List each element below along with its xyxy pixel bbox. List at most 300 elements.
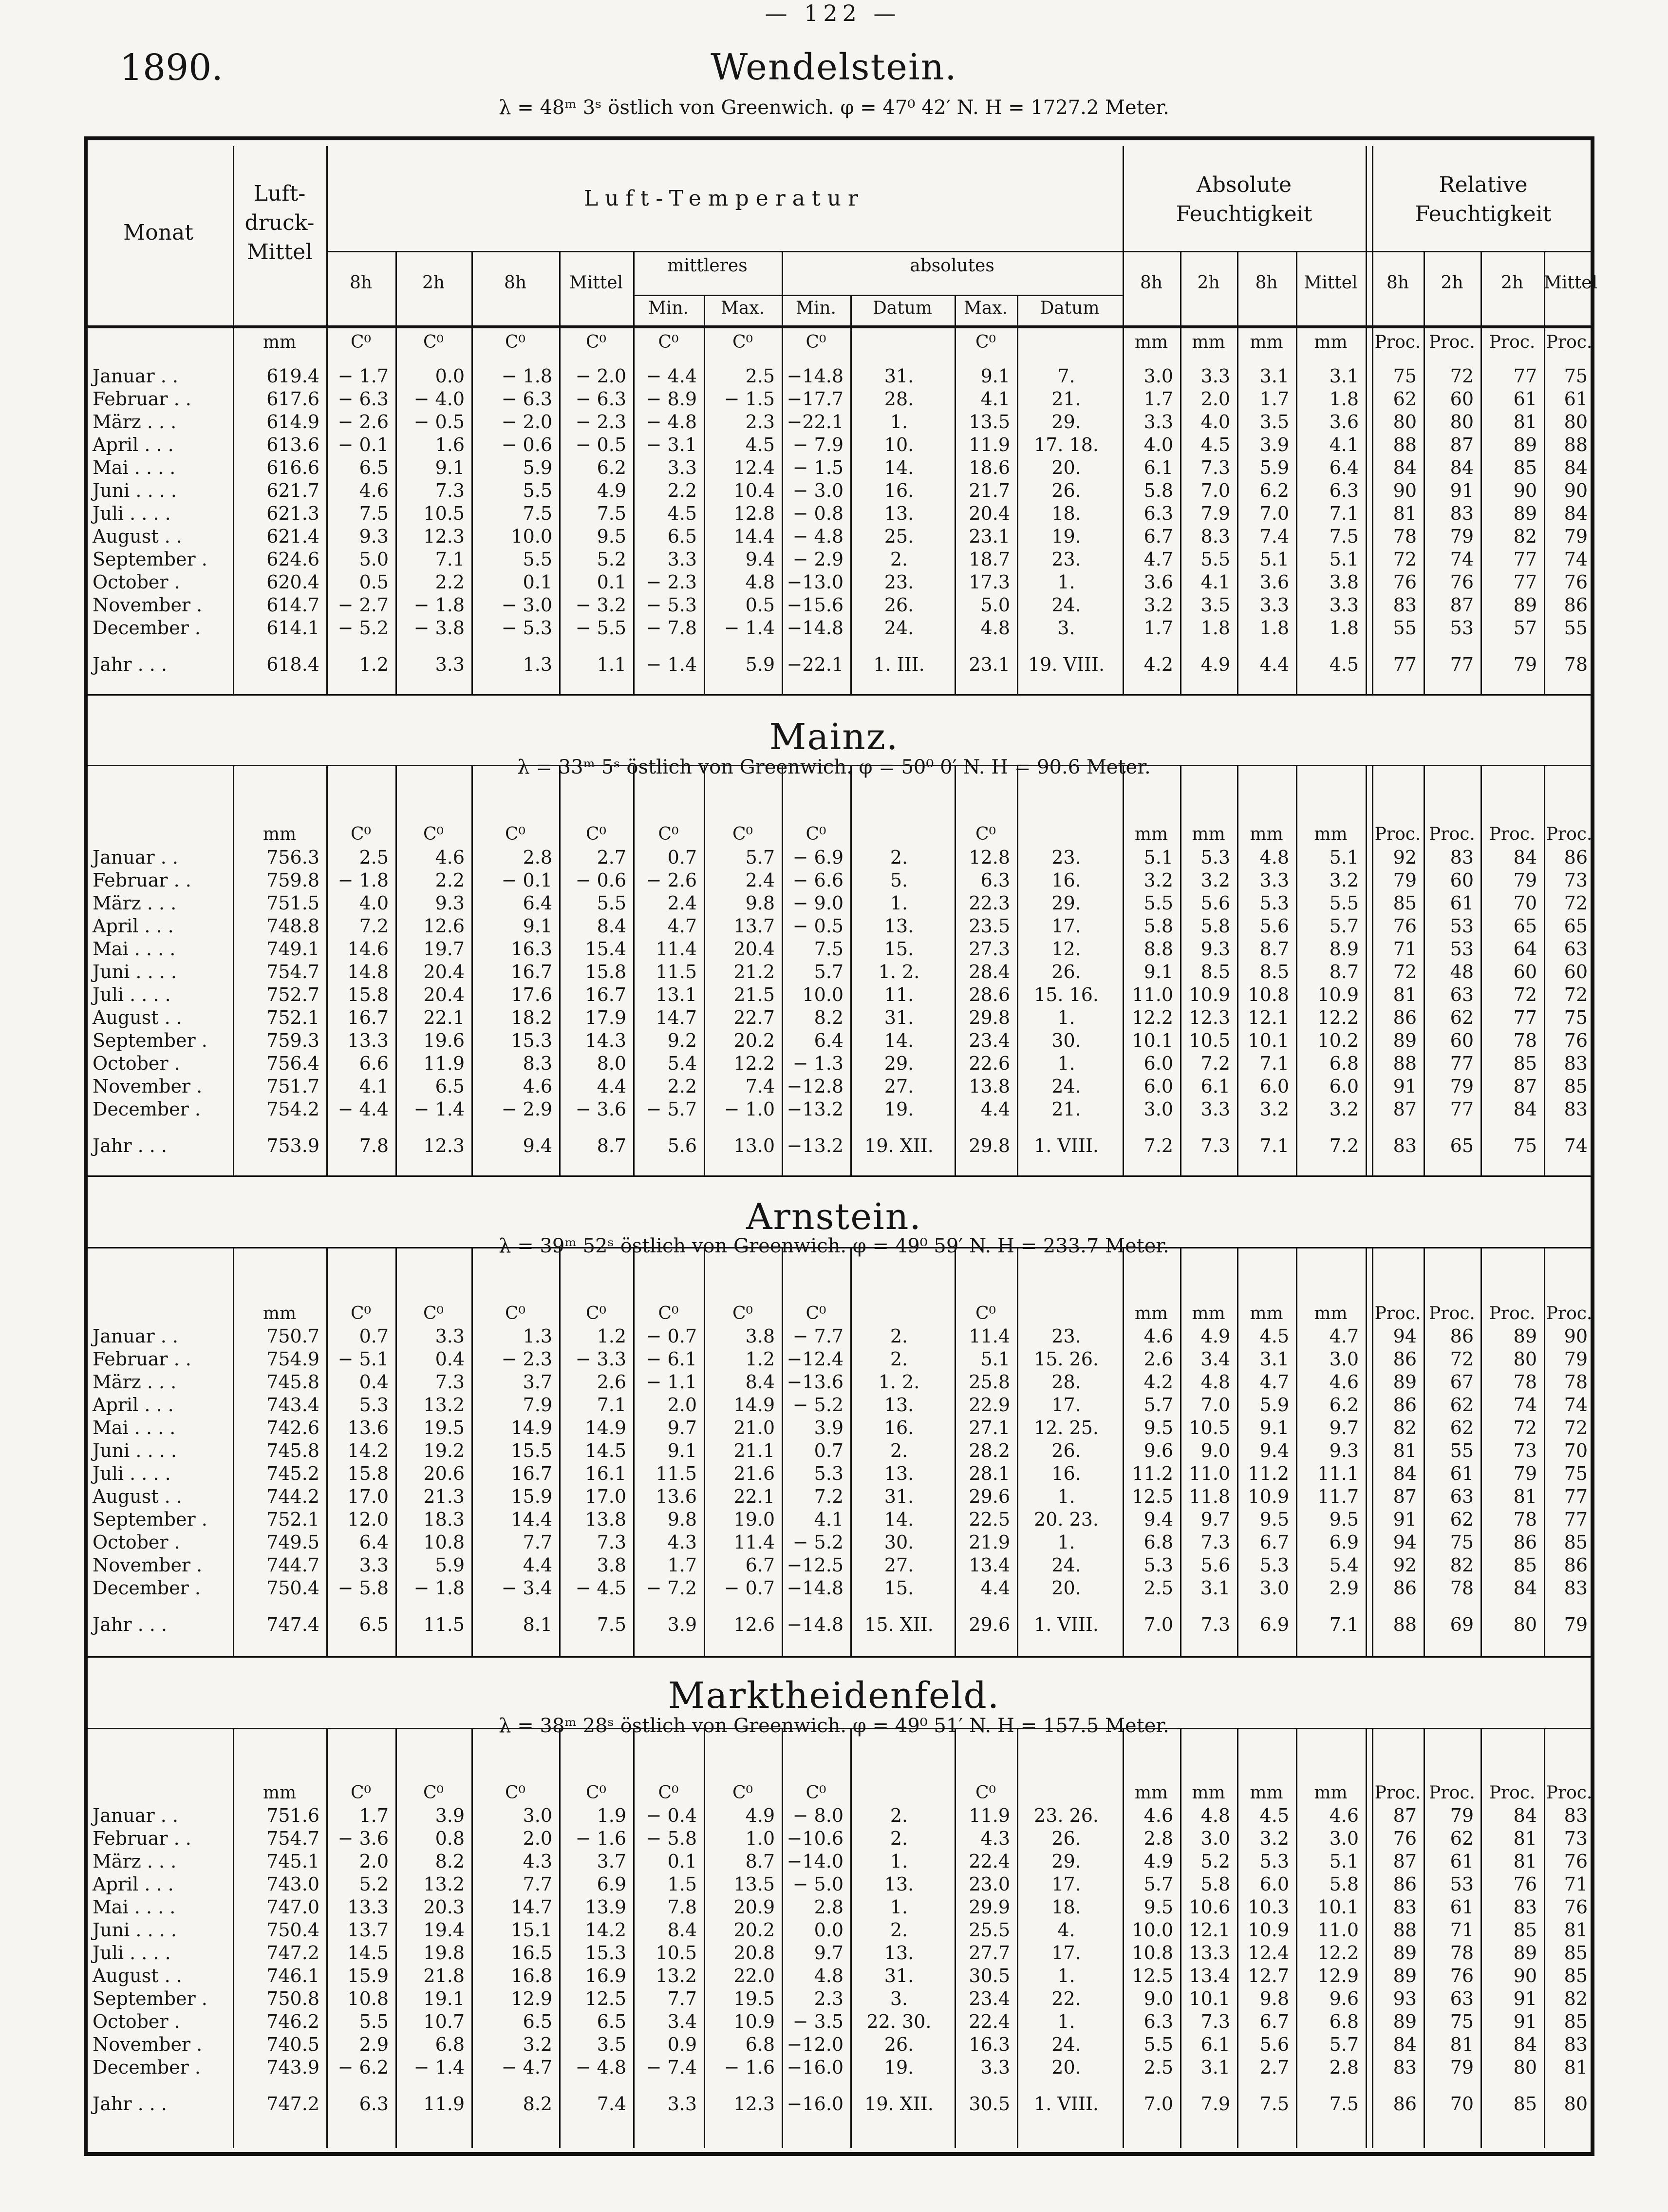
data-cell: 84 xyxy=(1513,1577,1537,1599)
data-cell: 5.3 xyxy=(1259,1851,1289,1872)
data-cell: 79 xyxy=(1450,1805,1474,1826)
header-sub2: Min. xyxy=(648,298,689,318)
month-label: März . . . xyxy=(93,411,177,433)
data-cell: 29.8 xyxy=(969,1007,1010,1028)
data-cell: 2. xyxy=(890,1919,908,1941)
data-cell: 9.8 xyxy=(1259,1988,1289,2009)
data-cell: 5.8 xyxy=(1329,1873,1359,1895)
data-cell: 9.5 xyxy=(1259,1509,1289,1530)
data-cell: 22.1 xyxy=(733,1486,775,1507)
unit-label: C⁰ xyxy=(806,824,826,844)
month-label: Januar . . xyxy=(93,847,178,868)
data-cell: 742.6 xyxy=(266,1417,319,1438)
data-cell: 14.8 xyxy=(347,961,389,983)
data-cell: 17. xyxy=(1051,1394,1081,1416)
data-cell: 614.7 xyxy=(266,594,319,616)
data-cell: 4.1 xyxy=(814,1509,843,1530)
data-cell: 89 xyxy=(1393,2011,1417,2032)
column-rule xyxy=(1366,1247,1367,1656)
data-cell: 85 xyxy=(1513,457,1537,478)
data-cell: 70 xyxy=(1450,2093,1474,2115)
data-cell: 5.4 xyxy=(1329,1554,1359,1576)
data-cell: 16. xyxy=(1051,1463,1081,1484)
data-cell: 31. xyxy=(884,1007,914,1028)
data-cell: 5.9 xyxy=(523,457,552,478)
data-cell: 749.5 xyxy=(266,1531,319,1553)
data-cell: 3.0 xyxy=(1259,1577,1289,1599)
data-cell: 62 xyxy=(1450,1417,1474,1438)
data-cell: 4.8 xyxy=(814,1965,843,1986)
month-label: Februar . . xyxy=(93,1348,191,1370)
data-cell: 20.4 xyxy=(423,961,465,983)
data-cell: 3.9 xyxy=(435,1805,465,1826)
data-cell: − 1.0 xyxy=(724,1098,775,1120)
data-cell: 6.3 xyxy=(980,870,1010,891)
data-cell: 6.8 xyxy=(435,2034,465,2055)
data-cell: 21.3 xyxy=(423,1486,465,1507)
data-cell: 9.4 xyxy=(1143,1509,1173,1530)
data-cell: 2.6 xyxy=(597,1371,626,1393)
data-cell: 14.4 xyxy=(733,526,775,547)
data-cell: 0.1 xyxy=(523,571,552,593)
data-cell: 3.3 xyxy=(1143,411,1173,433)
data-cell: 72 xyxy=(1450,1348,1474,1370)
data-cell: 17. 18. xyxy=(1034,434,1099,455)
data-cell: 89 xyxy=(1513,434,1537,455)
data-cell: 60 xyxy=(1450,870,1474,891)
unit-label: C⁰ xyxy=(658,1304,679,1323)
unit-label: mm xyxy=(1314,824,1348,844)
data-cell: 9.8 xyxy=(745,892,775,914)
month-label: April . . . xyxy=(93,1394,174,1416)
data-cell: 20.6 xyxy=(423,1463,465,1484)
header-pressure: Luft- xyxy=(253,181,306,206)
data-cell: 19.7 xyxy=(423,938,465,960)
data-cell: 80 xyxy=(1564,411,1588,433)
unit-label: C⁰ xyxy=(732,824,753,844)
data-cell: 10.4 xyxy=(733,480,775,501)
unit-label: C⁰ xyxy=(505,1783,525,1803)
data-cell: 5.5 xyxy=(523,548,552,570)
month-label: December . xyxy=(93,1098,201,1120)
data-cell: 14.9 xyxy=(733,1394,775,1416)
data-cell: 28.6 xyxy=(969,984,1010,1005)
data-cell: − 6.1 xyxy=(646,1348,697,1370)
data-cell: 61 xyxy=(1564,388,1588,410)
data-cell: 7.0 xyxy=(1200,1394,1230,1416)
data-cell: − 5.3 xyxy=(646,594,697,616)
data-cell: 5.3 xyxy=(814,1463,843,1484)
data-cell: 2.6 xyxy=(1143,1348,1173,1370)
data-cell: 4.6 xyxy=(1143,1325,1173,1347)
data-cell: 82 xyxy=(1450,1554,1474,1576)
data-cell: 10.1 xyxy=(1189,1988,1230,2009)
data-cell: 7.5 xyxy=(597,503,626,524)
data-cell: − 6.3 xyxy=(337,388,389,410)
data-cell: 20.4 xyxy=(969,503,1010,524)
data-cell: 750.4 xyxy=(266,1919,319,1941)
data-cell: 62 xyxy=(1450,1007,1474,1028)
data-cell: 12. xyxy=(1051,938,1081,960)
data-cell: − 5.0 xyxy=(792,1873,843,1895)
data-cell: 13.7 xyxy=(733,915,775,937)
data-cell: 746.2 xyxy=(266,2011,319,2032)
data-cell: 88 xyxy=(1393,1919,1417,1941)
data-cell: 5.6 xyxy=(1200,1554,1230,1576)
data-cell: 27.1 xyxy=(969,1417,1010,1438)
data-cell: 5.9 xyxy=(1259,457,1289,478)
data-cell: 90 xyxy=(1564,480,1588,501)
data-cell: 9.2 xyxy=(667,1030,697,1051)
data-cell: 7.3 xyxy=(1200,1614,1230,1635)
month-label: Jahr . . . xyxy=(93,2093,168,2115)
data-cell: 10.8 xyxy=(347,1988,389,2009)
data-cell: 83 xyxy=(1564,1577,1588,1599)
station-title xyxy=(0,1675,1668,1717)
unit-label: mm xyxy=(1134,1304,1168,1323)
data-cell: 9.1 xyxy=(1143,961,1173,983)
data-cell: 80 xyxy=(1393,411,1417,433)
data-cell: 11.0 xyxy=(1132,984,1173,1005)
unit-label: Proc. xyxy=(1429,824,1475,844)
month-label: März . . . xyxy=(93,892,177,914)
unit-label: C⁰ xyxy=(505,824,525,844)
data-cell: 62 xyxy=(1450,1828,1474,1849)
data-cell: 21.9 xyxy=(969,1531,1010,1553)
data-cell: 84 xyxy=(1393,2034,1417,2055)
data-cell: − 5.8 xyxy=(337,1577,389,1599)
data-cell: 7.4 xyxy=(1259,526,1289,547)
data-cell: 745.2 xyxy=(266,1463,319,1484)
data-cell: 20.4 xyxy=(733,938,775,960)
data-cell: 79 xyxy=(1513,1463,1537,1484)
data-cell: 752.1 xyxy=(266,1509,319,1530)
unit-label: Proc. xyxy=(1429,332,1475,352)
data-cell: 4.6 xyxy=(359,480,389,501)
data-cell: 26. xyxy=(884,594,914,616)
data-cell: 4.0 xyxy=(1143,434,1173,455)
data-cell: 10.9 xyxy=(1317,984,1359,1005)
data-cell: 2.7 xyxy=(1259,2057,1289,2078)
data-cell: 29.9 xyxy=(969,1896,1010,1918)
data-cell: 75 xyxy=(1450,2011,1474,2032)
data-cell: 83 xyxy=(1564,1053,1588,1074)
data-cell: 86 xyxy=(1450,1325,1474,1347)
data-cell: 5.2 xyxy=(1200,1851,1230,1872)
data-cell: 94 xyxy=(1393,1531,1417,1553)
data-cell: 2.5 xyxy=(359,847,389,868)
data-cell: − 5.2 xyxy=(792,1531,843,1553)
data-cell: 0.4 xyxy=(359,1371,389,1393)
data-cell: 16.5 xyxy=(511,1942,552,1964)
data-cell: 83 xyxy=(1564,1805,1588,1826)
data-cell: 76 xyxy=(1564,1896,1588,1918)
unit-label: C⁰ xyxy=(732,332,753,352)
data-cell: 6.4 xyxy=(359,1531,389,1553)
data-cell: 12.1 xyxy=(1189,1919,1230,1941)
data-cell: − 0.5 xyxy=(413,411,465,433)
data-cell: 7.1 xyxy=(597,1394,626,1416)
header-sub: 8h xyxy=(504,273,527,293)
data-cell: 3.2 xyxy=(1259,1098,1289,1120)
header-sub: 2h xyxy=(1197,273,1220,293)
data-cell: − 3.5 xyxy=(792,2011,843,2032)
data-cell: 3.3 xyxy=(1200,1098,1230,1120)
data-cell: 70 xyxy=(1564,1440,1588,1461)
unit-label: C⁰ xyxy=(806,332,826,352)
data-cell: 13.1 xyxy=(656,984,697,1005)
data-cell: 11.5 xyxy=(656,1463,697,1484)
data-cell: 84 xyxy=(1513,2034,1537,2055)
data-cell: 3.2 xyxy=(1143,870,1173,891)
data-cell: 10.8 xyxy=(1132,1942,1173,1964)
data-cell: 93 xyxy=(1393,1988,1417,2009)
data-cell: 746.1 xyxy=(266,1965,319,1986)
data-cell: 88 xyxy=(1393,1053,1417,1074)
data-cell: 69 xyxy=(1450,1614,1474,1635)
data-cell: 14.2 xyxy=(585,1919,626,1941)
data-cell: 7.7 xyxy=(667,1988,697,2009)
data-cell: 12.1 xyxy=(1248,1007,1289,1028)
data-cell: 10.5 xyxy=(423,503,465,524)
data-cell: 2. xyxy=(890,1828,908,1849)
data-cell: 14.6 xyxy=(347,938,389,960)
unit-label: mm xyxy=(262,1783,297,1803)
data-cell: − 2.9 xyxy=(792,548,843,570)
data-cell: 14.5 xyxy=(347,1942,389,1964)
data-cell: 5.5 xyxy=(1143,2034,1173,2055)
header-sub: 2h xyxy=(422,273,445,293)
data-cell: 7.2 xyxy=(1329,1135,1359,1156)
unit-label: C⁰ xyxy=(586,1304,606,1323)
data-cell: 30. xyxy=(1051,1030,1081,1051)
data-cell: 24. xyxy=(1051,594,1081,616)
data-cell: 2.9 xyxy=(1329,1577,1359,1599)
data-cell: 3.0 xyxy=(1143,365,1173,387)
data-cell: 22.0 xyxy=(733,1965,775,1986)
data-cell: 53 xyxy=(1450,915,1474,937)
data-cell: 754.9 xyxy=(266,1348,319,1370)
data-cell: 81 xyxy=(1513,1828,1537,1849)
data-cell: 4.3 xyxy=(980,1828,1010,1849)
data-cell: 7.1 xyxy=(1259,1135,1289,1156)
data-cell: − 5.2 xyxy=(337,617,389,639)
data-cell: 72 xyxy=(1564,1417,1588,1438)
data-cell: 1.3 xyxy=(523,1325,552,1347)
station-title xyxy=(0,1196,1668,1238)
data-cell: 86 xyxy=(1564,1554,1588,1576)
data-cell: 3. xyxy=(890,1988,908,2009)
data-cell: 53 xyxy=(1450,1873,1474,1895)
data-cell: 22.4 xyxy=(969,1851,1010,1872)
data-cell: 9.5 xyxy=(1143,1896,1173,1918)
data-cell: 743.0 xyxy=(266,1873,319,1895)
data-cell: 5.3 xyxy=(1259,892,1289,914)
data-cell: 79 xyxy=(1564,526,1588,547)
data-cell: 3.3 xyxy=(435,654,465,675)
data-cell: 76 xyxy=(1564,571,1588,593)
data-cell: 2.4 xyxy=(667,892,697,914)
data-cell: 7.2 xyxy=(1143,1135,1173,1156)
data-cell: 5.7 xyxy=(1143,1873,1173,1895)
data-cell: − 2.3 xyxy=(501,1348,552,1370)
data-cell: − 1.6 xyxy=(724,2057,775,2078)
data-cell: 9.4 xyxy=(1259,1440,1289,1461)
data-cell: 28.4 xyxy=(969,961,1010,983)
unit-label: C⁰ xyxy=(732,1783,753,1803)
data-cell: 2.0 xyxy=(359,1851,389,1872)
data-cell: 84 xyxy=(1393,457,1417,478)
data-cell: 751.7 xyxy=(266,1076,319,1097)
data-cell: 29. xyxy=(884,1053,914,1074)
data-cell: 27. xyxy=(884,1076,914,1097)
data-cell: 81 xyxy=(1393,984,1417,1005)
data-cell: 61 xyxy=(1513,388,1537,410)
data-cell: 6.1 xyxy=(1200,2034,1230,2055)
data-cell: 11.4 xyxy=(656,938,697,960)
data-cell: 5.6 xyxy=(1259,915,1289,937)
data-cell: 17.0 xyxy=(585,1486,626,1507)
data-cell: 624.6 xyxy=(266,548,319,570)
data-cell: 14. xyxy=(884,1509,914,1530)
data-cell: 31. xyxy=(884,1486,914,1507)
data-cell: −14.8 xyxy=(787,365,843,387)
data-cell: 18. xyxy=(1051,1896,1081,1918)
data-cell: 76 xyxy=(1393,571,1417,593)
data-cell: 2.2 xyxy=(435,870,465,891)
data-cell: 6.0 xyxy=(1259,1873,1289,1895)
data-cell: 3.8 xyxy=(1329,571,1359,593)
data-cell: − 3.1 xyxy=(646,434,697,455)
data-cell: 10. xyxy=(884,434,914,455)
data-cell: 6.2 xyxy=(597,457,626,478)
data-cell: 4.4 xyxy=(523,1554,552,1576)
data-cell: − 0.6 xyxy=(501,434,552,455)
data-cell: 616.6 xyxy=(266,457,319,478)
data-cell: 3.3 xyxy=(1259,594,1289,616)
data-cell: 20. xyxy=(1051,1577,1081,1599)
data-cell: 7.3 xyxy=(1200,1135,1230,1156)
data-cell: 12.6 xyxy=(733,1614,775,1635)
data-cell: 77 xyxy=(1513,548,1537,570)
data-cell: 4.5 xyxy=(745,434,775,455)
data-cell: 23.4 xyxy=(969,1030,1010,1051)
month-label: Februar . . xyxy=(93,1828,191,1849)
unit-label: mm xyxy=(262,1304,297,1323)
data-cell: 90 xyxy=(1564,1325,1588,1347)
data-cell: 4.0 xyxy=(1200,411,1230,433)
data-cell: 72 xyxy=(1393,961,1417,983)
data-cell: 7.5 xyxy=(523,503,552,524)
header-sub2: Min. xyxy=(795,298,836,318)
data-cell: 2.2 xyxy=(667,480,697,501)
data-cell: 79 xyxy=(1450,526,1474,547)
data-cell: 89 xyxy=(1393,1371,1417,1393)
column-rule xyxy=(1366,765,1367,1175)
data-cell: 2.9 xyxy=(359,2034,389,2055)
month-label: November . xyxy=(93,594,203,616)
data-cell: 6.0 xyxy=(1143,1076,1173,1097)
data-cell: − 0.7 xyxy=(724,1577,775,1599)
data-cell: 6.7 xyxy=(745,1554,775,1576)
data-cell: 75 xyxy=(1564,365,1588,387)
data-cell: 7.7 xyxy=(523,1873,552,1895)
data-cell: 63 xyxy=(1564,938,1588,960)
data-cell: 3.0 xyxy=(523,1805,552,1826)
data-cell: 63 xyxy=(1450,1988,1474,2009)
unit-label: C⁰ xyxy=(658,824,679,844)
data-cell: 13.8 xyxy=(969,1076,1010,1097)
data-cell: 7.7 xyxy=(523,1531,552,1553)
data-cell: 0.0 xyxy=(814,1919,843,1941)
data-cell: 19.2 xyxy=(423,1440,465,1461)
data-cell: 9.3 xyxy=(1329,1440,1359,1461)
data-cell: 13.7 xyxy=(347,1919,389,1941)
data-cell: 6.8 xyxy=(1329,1053,1359,1074)
data-cell: 2.2 xyxy=(667,1076,697,1097)
unit-label: C⁰ xyxy=(806,1304,826,1323)
month-label: Mai . . . . xyxy=(93,457,176,478)
data-cell: − 0.7 xyxy=(646,1325,697,1347)
data-cell: 5.2 xyxy=(597,548,626,570)
data-cell: 5.5 xyxy=(597,892,626,914)
data-cell: 750.8 xyxy=(266,1988,319,2009)
data-cell: 6.7 xyxy=(1259,1531,1289,1553)
data-cell: 23. xyxy=(884,571,914,593)
data-cell: 2.5 xyxy=(1143,1577,1173,1599)
unit-label: mm xyxy=(1192,332,1225,352)
data-cell: 84 xyxy=(1564,503,1588,524)
data-cell: 6.3 xyxy=(1143,503,1173,524)
unit-label: C⁰ xyxy=(351,332,371,352)
data-cell: 23.4 xyxy=(969,1988,1010,2009)
data-cell: 14. xyxy=(884,1030,914,1051)
data-cell: −16.0 xyxy=(787,2057,843,2078)
data-cell: − 3.6 xyxy=(337,1828,389,1849)
data-cell: 4.1 xyxy=(359,1076,389,1097)
data-cell: 24. xyxy=(884,617,914,639)
data-cell: 61 xyxy=(1450,1896,1474,1918)
data-cell: 620.4 xyxy=(266,571,319,593)
data-cell: 72 xyxy=(1564,984,1588,1005)
data-cell: 19.6 xyxy=(423,1030,465,1051)
data-cell: 11.2 xyxy=(1132,1463,1173,1484)
unit-label: Proc. xyxy=(1429,1783,1475,1803)
data-cell: 76 xyxy=(1393,1828,1417,1849)
data-cell: −13.6 xyxy=(787,1371,843,1393)
data-cell: 4.5 xyxy=(1329,654,1359,675)
data-cell: 28.2 xyxy=(969,1440,1010,1461)
data-cell: 5.8 xyxy=(1200,915,1230,937)
data-cell: 5.5 xyxy=(359,2011,389,2032)
header-relative-humidity: Relative xyxy=(1439,172,1528,197)
data-cell: 5.7 xyxy=(1329,915,1359,937)
data-cell: 11.8 xyxy=(1189,1486,1230,1507)
data-cell: 747.2 xyxy=(266,2093,319,2115)
data-cell: 67 xyxy=(1450,1371,1474,1393)
data-cell: 747.2 xyxy=(266,1942,319,1964)
data-cell: 76 xyxy=(1450,571,1474,593)
data-cell: 2. xyxy=(890,1325,908,1347)
data-cell: 2. xyxy=(890,1348,908,1370)
data-cell: 5. xyxy=(890,870,908,891)
data-cell: 48 xyxy=(1450,961,1474,983)
data-cell: 92 xyxy=(1393,1554,1417,1576)
data-cell: 613.6 xyxy=(266,434,319,455)
data-cell: 1.7 xyxy=(1143,388,1173,410)
data-cell: 3.6 xyxy=(1259,571,1289,593)
data-cell: 84 xyxy=(1513,847,1537,868)
